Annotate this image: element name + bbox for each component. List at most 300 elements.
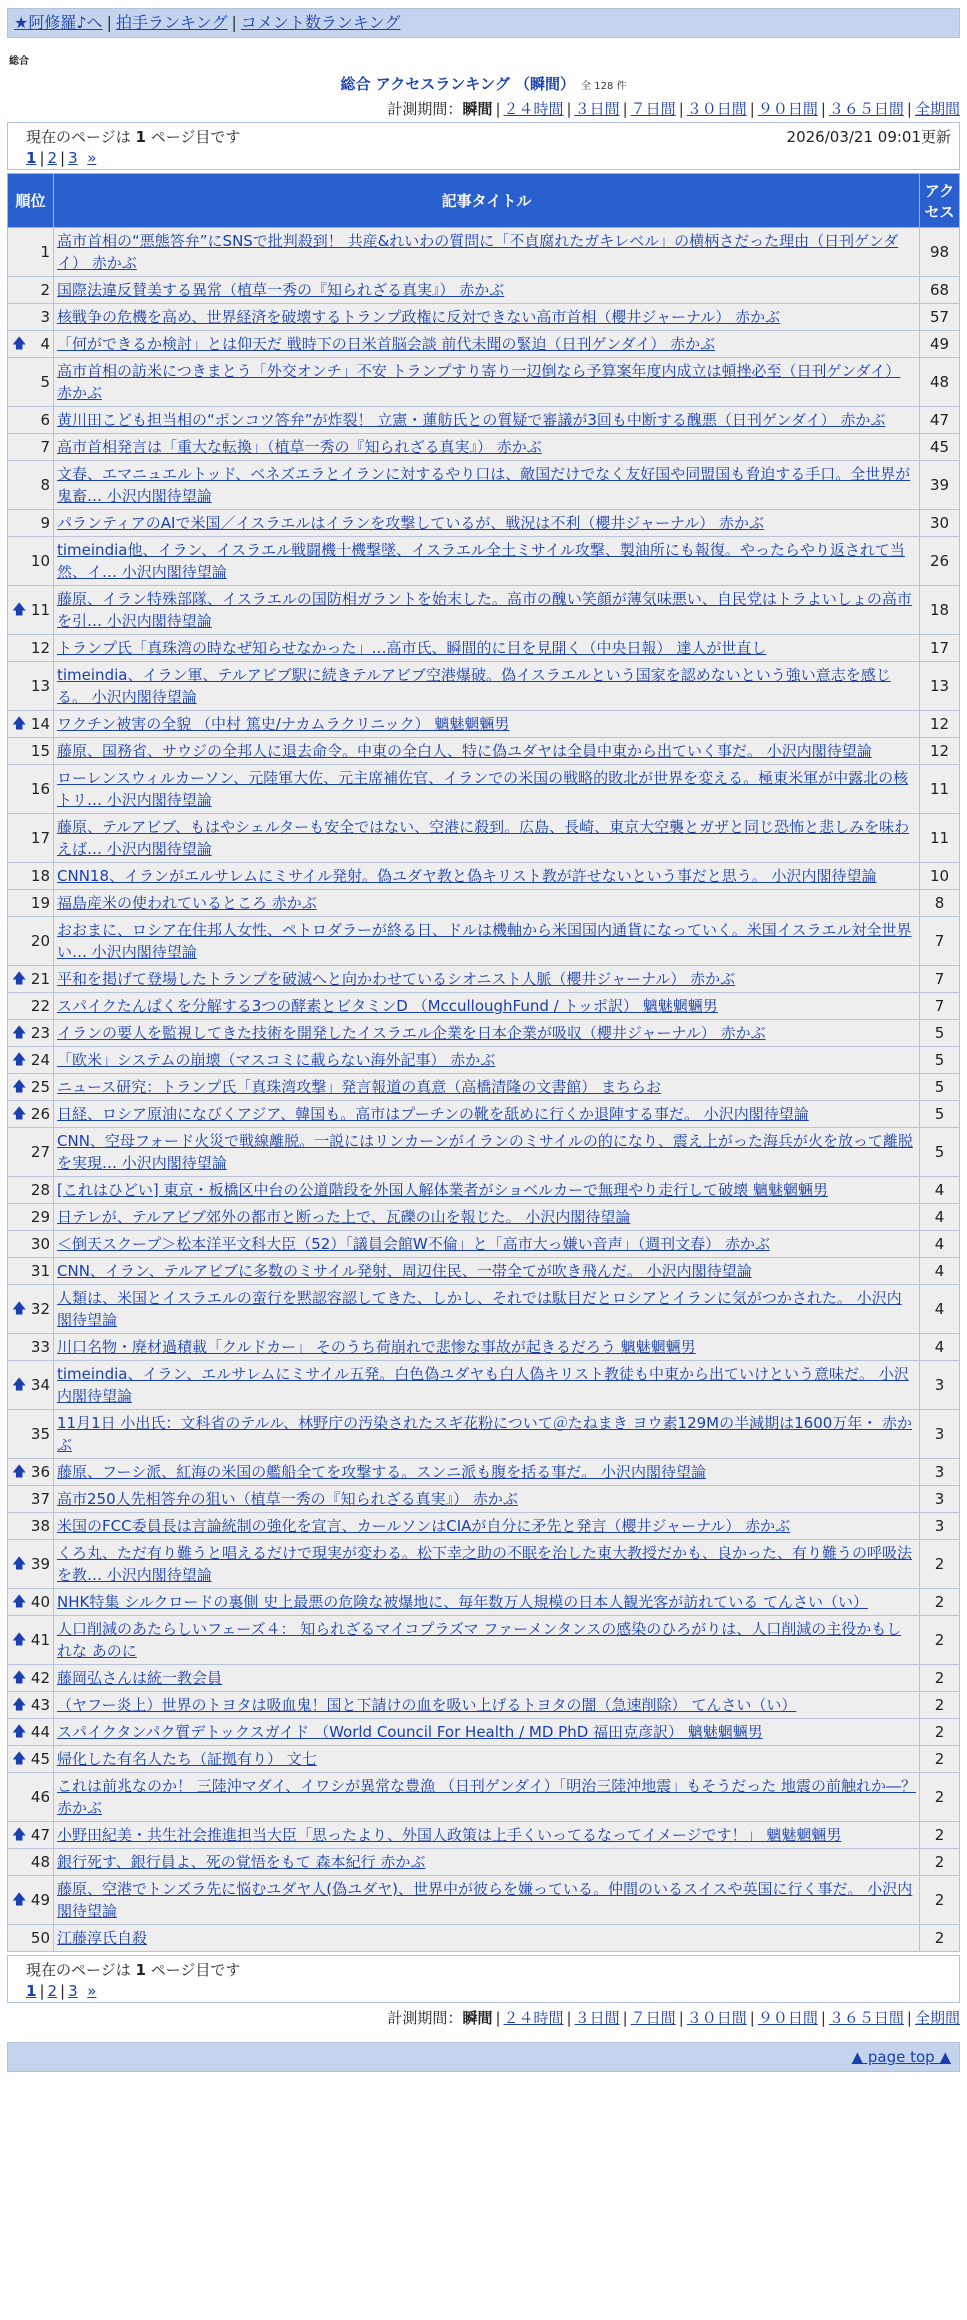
rank-cell xyxy=(8,1020,54,1047)
access-count-cell: 39 xyxy=(920,461,960,510)
title-cell xyxy=(54,966,920,993)
title-cell xyxy=(54,1589,920,1616)
article-title-link[interactable]: ＜倒天スクープ＞松本洋平文科大臣（52）「議員会館W不倫」と「高市大っ嫌い音声」（週刊文春） 赤かぶ xyxy=(57,1235,770,1253)
article-title-link[interactable]: おおまに、ロシア在住邦人女性、ペトロダラーが終る日、ドルは機軸から米国国内通貨になっていく。米国イスラエル対全世界い… 小沢内閣待望論 xyxy=(57,921,912,961)
article-title-link[interactable]: 銀行死す、銀行員よ、死の覚悟をもて 森本紀行 赤かぶ xyxy=(57,1853,426,1871)
access-count-cell: 4 xyxy=(920,1285,960,1334)
rank-cell xyxy=(8,1410,54,1459)
rank-number: 7 xyxy=(40,438,50,456)
article-title-link[interactable]: 藤岡弘さんは統一教会員 xyxy=(57,1669,223,1687)
rank-cell xyxy=(8,1101,54,1128)
rank-number: 29 xyxy=(30,1208,50,1226)
access-count-cell: 4 xyxy=(920,1177,960,1204)
pager-page-1[interactable]: 1 xyxy=(26,149,37,167)
title-cell xyxy=(54,331,920,358)
article-title-link[interactable]: 川口名物・廃材過積載「クルドカー」 そのうち荷崩れで悲惨な事故が起きるだろう 魑魅魍魎男 xyxy=(57,1338,696,1356)
rank-number: 41 xyxy=(30,1631,50,1649)
period-option-3-bottom[interactable]: ７日間 xyxy=(630,2009,676,2027)
article-title-link[interactable]: ワクチン被害の全貌 （中村 篤史/ナカムラクリニック） 魑魅魍魎男 xyxy=(57,715,510,733)
rank-cell xyxy=(8,814,54,863)
title-cell xyxy=(54,1204,920,1231)
access-count-cell: 8 xyxy=(920,890,960,917)
access-count-cell: 47 xyxy=(920,407,960,434)
table-row xyxy=(8,1410,960,1459)
access-count-cell: 2 xyxy=(920,1540,960,1589)
access-count-cell: 2 xyxy=(920,1849,960,1876)
rank-cell xyxy=(8,1231,54,1258)
article-title-link[interactable]: これは前兆なのか！ 三陸沖マダイ、イワシが異常な豊漁 （日刊ゲンダイ）「明治三陸沖地震」もそうだった 地震の前触れか―？ 赤かぶ xyxy=(57,1777,916,1817)
period-separator: | xyxy=(622,2009,628,2027)
rank-number: 32 xyxy=(30,1300,50,1318)
rank-cell xyxy=(8,510,54,537)
rank-number: 35 xyxy=(30,1425,50,1443)
article-title-link[interactable]: CNN、イラン、テルアビブに多数のミサイル発射、周辺住民、一帯全てが吹き飛んだ。 小沢内閣待望論 xyxy=(57,1262,752,1280)
table-row xyxy=(8,461,960,510)
rank-number: 18 xyxy=(30,867,50,885)
rank-up-arrow-icon: 🡅 xyxy=(12,1670,27,1686)
title-cell xyxy=(54,1925,920,1952)
article-title-link[interactable]: 藤原、国務省、サウジの全邦人に退去命令。中東の全白人、特に偽ユダヤは全員中東から出ていく事だ。 小沢内閣待望論 xyxy=(57,742,872,760)
rank-up-arrow-icon: 🡅 xyxy=(12,971,27,987)
rank-cell xyxy=(8,1665,54,1692)
article-title-link[interactable]: 高市250人先相答弁の狙い（植草一秀の『知られざる真実』） 赤かぶ xyxy=(57,1490,518,1508)
rank-up-arrow-icon: 🡅 xyxy=(12,1632,27,1648)
article-title-link[interactable]: 黄川田こども担当相の“ポンコツ答弁”が炸裂！ 立憲・蓮舫氏との質疑で審議が3回も中断する醜悪（日刊ゲンダイ） 赤かぶ xyxy=(57,411,886,429)
rank-number: 31 xyxy=(30,1262,50,1280)
rank-cell xyxy=(8,461,54,510)
rank-number: 16 xyxy=(30,780,50,798)
period-option-2[interactable]: ３日間 xyxy=(574,100,620,118)
period-separator: | xyxy=(566,100,572,118)
rank-cell xyxy=(8,228,54,277)
title-cell xyxy=(54,1692,920,1719)
table-row xyxy=(8,1204,960,1231)
title-cell xyxy=(54,1361,920,1410)
rank-number: 11 xyxy=(30,601,50,619)
access-count-cell: 2 xyxy=(920,1719,960,1746)
rank-number: 5 xyxy=(40,373,50,391)
table-row xyxy=(8,1513,960,1540)
rank-cell xyxy=(8,1334,54,1361)
access-count-cell: 30 xyxy=(920,510,960,537)
rank-cell xyxy=(8,863,54,890)
table-row xyxy=(8,1746,960,1773)
table-row xyxy=(8,1101,960,1128)
page-title xyxy=(7,73,960,94)
table-header-row xyxy=(8,174,960,228)
article-title-link[interactable]: 国際法違反賛美する異常（植草一秀の『知られざる真実』） 赤かぶ xyxy=(57,281,505,299)
table-row xyxy=(8,1074,960,1101)
period-separator: | xyxy=(622,100,628,118)
page-title-text: 総合 アクセスランキング （瞬間） xyxy=(340,75,576,93)
rank-number: 27 xyxy=(30,1143,50,1161)
article-title-link[interactable]: パランティアのAIで米国／イスラエルはイランを攻撃しているが、戦況は不利（櫻井ジャーナル） 赤かぶ xyxy=(57,514,765,532)
period-option-2-bottom[interactable]: ３日間 xyxy=(574,2009,620,2027)
pager-next[interactable]: » xyxy=(87,149,97,167)
rank-up-arrow-icon: 🡅 xyxy=(12,1556,27,1572)
rank-cell xyxy=(8,1876,54,1925)
rank-number: 20 xyxy=(30,932,50,950)
table-row xyxy=(8,765,960,814)
period-option-6-bottom[interactable]: ３６５日間 xyxy=(828,2009,904,2027)
period-selector-top xyxy=(7,98,960,119)
table-row xyxy=(8,1459,960,1486)
rank-cell xyxy=(8,1822,54,1849)
pager-top: 1 | 2 | 3 » xyxy=(26,149,97,167)
access-count-cell: 2 xyxy=(920,1616,960,1665)
pager-page-2[interactable]: 2 xyxy=(47,149,58,167)
article-title-link[interactable]: くろ丸、ただ有り難うと唱えるだけで現実が変わる。松下幸之助の不眠を治した東大教授だかも、良かった、有り難うの呼吸法を教… 小沢内閣待望論 xyxy=(57,1544,913,1584)
article-title-link[interactable]: 藤原、空港でトンズラ先に悩むユダヤ人(偽ユダヤ)、世界中が彼らを嫌っている。仲間のいるスイスや英国に行く事だ。 小沢内閣待望論 xyxy=(57,1880,913,1920)
nav-applause-ranking-link[interactable]: 拍手ランキング xyxy=(115,13,228,32)
access-count-cell: 4 xyxy=(920,1334,960,1361)
header-title: 記事タイトル xyxy=(54,174,920,228)
rank-number: 6 xyxy=(40,411,50,429)
pager-bottom: 1 | 2 | 3 » xyxy=(26,1982,97,2000)
article-title-link[interactable]: 高市首相の訪米につきまとう「外交オンチ」不安 トランプすり寄り一辺倒なら予算案年度内成立は頓挫必至（日刊ゲンダイ） 赤かぶ xyxy=(57,362,901,402)
article-title-link[interactable]: トランプ氏「真珠湾の時なぜ知らせなかった」…高市氏、瞬間的に目を見開く（中央日報） 達人が世直し xyxy=(57,639,767,657)
article-title-link[interactable]: NHK特集 シルクロードの裏側 史上最悪の危険な被爆地に、毎年数万人規模の日本人観光客が訪れている てんさい（い） xyxy=(57,1593,868,1611)
access-count-cell: 13 xyxy=(920,662,960,711)
rank-up-arrow-icon: 🡅 xyxy=(12,1464,27,1480)
access-count-cell: 26 xyxy=(920,537,960,586)
bottom-bar xyxy=(7,2042,960,2072)
access-count-cell: 17 xyxy=(920,635,960,662)
table-row xyxy=(8,1177,960,1204)
rank-cell xyxy=(8,993,54,1020)
table-row xyxy=(8,331,960,358)
article-title-link[interactable]: ローレンスウィルカーソン、元陸軍大佐、元主席補佐官、イランでの米国の戦略的敗北が世界を変える。極東米軍が中露北の核トリ… 小沢内閣待望論 xyxy=(57,769,909,809)
pager-page-2-bottom[interactable]: 2 xyxy=(47,1982,58,2000)
article-title-link[interactable]: timeindia、イラン、エルサレムにミサイル五発。白色偽ユダヤも白人偽キリスト教徒も中東から出ていけという意味だ。 小沢内閣待望論 xyxy=(57,1365,909,1405)
rank-cell xyxy=(8,1361,54,1410)
rank-cell xyxy=(8,1513,54,1540)
title-cell xyxy=(54,765,920,814)
article-title-link[interactable]: 日経、ロシア原油になびくアジア、韓国も。高市はプーチンの靴を舐めに行くか退陣する事だ。 小沢内閣待望論 xyxy=(57,1105,809,1123)
article-title-link[interactable]: CNN、空母フォード火災で戦線離脱。一説にはリンカーンがイランのミサイルの的になり、震え上がった海兵が火を放って離脱を実現… 小沢内閣待望論 xyxy=(57,1132,913,1172)
title-cell xyxy=(54,1101,920,1128)
rank-cell xyxy=(8,537,54,586)
access-count-cell: 4 xyxy=(920,1231,960,1258)
rank-cell xyxy=(8,407,54,434)
title-cell xyxy=(54,586,920,635)
title-cell xyxy=(54,711,920,738)
rank-up-arrow-icon: 🡅 xyxy=(12,1724,27,1740)
table-row xyxy=(8,738,960,765)
title-cell xyxy=(54,1773,920,1822)
title-cell xyxy=(54,1513,920,1540)
table-row xyxy=(8,1665,960,1692)
rank-cell xyxy=(8,1258,54,1285)
article-title-link[interactable]: 藤原、フーシ派、紅海の米国の艦船全てを攻撃する。スンニ派も腹を括る事だ。 小沢内閣待望論 xyxy=(57,1463,707,1481)
rank-number: 45 xyxy=(30,1750,50,1768)
access-count-cell: 3 xyxy=(920,1410,960,1459)
rank-number: 48 xyxy=(30,1853,50,1871)
header-rank: 順位 xyxy=(8,174,54,228)
rank-up-arrow-icon: 🡅 xyxy=(12,1751,27,1767)
rank-up-arrow-icon: 🡅 xyxy=(12,1892,27,1908)
nav-home-link[interactable]: ★阿修羅♪へ xyxy=(14,13,103,32)
rank-number: 46 xyxy=(30,1788,50,1806)
article-title-link[interactable]: CNN18、イランがエルサレムにミサイル発射。偽ユダヤ教と偽キリスト教が許せないという事だと思う。 小沢内閣待望論 xyxy=(57,867,877,885)
page-info-top xyxy=(7,122,960,170)
rank-cell xyxy=(8,1204,54,1231)
title-cell xyxy=(54,537,920,586)
article-title-link[interactable]: 江藤淳氏自殺 xyxy=(57,1929,148,1947)
rank-cell xyxy=(8,331,54,358)
title-cell xyxy=(54,738,920,765)
period-separator: | xyxy=(820,100,826,118)
access-count-cell: 68 xyxy=(920,277,960,304)
access-count-cell: 2 xyxy=(920,1692,960,1719)
rank-cell xyxy=(8,711,54,738)
article-title-link[interactable]: 小野田紀美・共生社会推進担当大臣「思ったより、外国人政策は上手くいってるなってイメージです！」 魑魅魍魎男 xyxy=(57,1826,842,1844)
period-label: 計測期間： xyxy=(387,100,463,118)
rank-number: 28 xyxy=(30,1181,50,1199)
table-row xyxy=(8,1334,960,1361)
access-count-cell: 3 xyxy=(920,1486,960,1513)
article-title-link[interactable]: timeindia他、イラン、イスラエル戦闘機十機撃墜、イスラエル全土ミサイル攻撃、製油所にも報復。やったらやり返されて当然、イ… 小沢内閣待望論 xyxy=(57,541,905,581)
rank-number: 15 xyxy=(30,742,50,760)
title-cell xyxy=(54,1258,920,1285)
rank-cell xyxy=(8,1589,54,1616)
access-count-cell: 2 xyxy=(920,1665,960,1692)
table-row xyxy=(8,1822,960,1849)
nav-comment-ranking-link[interactable]: コメント数ランキング xyxy=(240,13,401,32)
page-top-link[interactable]: ▲ page top ▲ xyxy=(851,2048,951,2066)
title-cell xyxy=(54,1746,920,1773)
table-row xyxy=(8,917,960,966)
rank-cell xyxy=(8,1616,54,1665)
rank-cell xyxy=(8,1486,54,1513)
rank-number: 37 xyxy=(30,1490,50,1508)
period-separator: | xyxy=(749,100,755,118)
access-count-cell: 48 xyxy=(920,358,960,407)
access-count-cell: 2 xyxy=(920,1589,960,1616)
access-count-cell: 2 xyxy=(920,1822,960,1849)
rank-cell xyxy=(8,765,54,814)
table-row xyxy=(8,993,960,1020)
access-count-cell: 12 xyxy=(920,711,960,738)
article-title-link[interactable]: 高市首相発言は「重大な転換」（植草一秀の『知られざる真実』） 赤かぶ xyxy=(57,438,542,456)
rank-number: 49 xyxy=(30,1891,50,1909)
title-cell xyxy=(54,434,920,461)
rank-number: 25 xyxy=(30,1078,50,1096)
access-count-cell: 7 xyxy=(920,966,960,993)
access-count-cell: 2 xyxy=(920,1925,960,1952)
period-option-0: 瞬間 xyxy=(462,100,493,118)
article-title-link[interactable]: ニュース研究：トランプ氏「真珠湾攻撃」発言報道の真意（高橋清隆の文書館） まちらお xyxy=(57,1078,662,1096)
title-cell xyxy=(54,863,920,890)
access-count-cell: 4 xyxy=(920,1258,960,1285)
ranking-table-body xyxy=(8,228,960,1952)
period-option-7-bottom[interactable]: 全期間 xyxy=(914,2009,960,2027)
period-option-3[interactable]: ７日間 xyxy=(630,100,676,118)
rank-cell xyxy=(8,890,54,917)
table-row xyxy=(8,1486,960,1513)
title-cell xyxy=(54,1719,920,1746)
table-row xyxy=(8,711,960,738)
title-cell xyxy=(54,461,920,510)
table-row xyxy=(8,863,960,890)
rank-up-arrow-icon: 🡅 xyxy=(12,1079,27,1095)
table-row xyxy=(8,966,960,993)
period-option-1[interactable]: ２４時間 xyxy=(503,100,564,118)
access-count-cell: 45 xyxy=(920,434,960,461)
title-cell xyxy=(54,1665,920,1692)
article-title-link[interactable]: 平和を掲げて登場したトランプを破滅へと向かわせているシオニスト人脈（櫻井ジャーナル） 赤かぶ xyxy=(57,970,736,988)
rank-up-arrow-icon: 🡅 xyxy=(12,1827,27,1843)
access-count-cell: 2 xyxy=(920,1746,960,1773)
title-cell xyxy=(54,890,920,917)
period-separator: | xyxy=(906,100,912,118)
period-option-5[interactable]: ９０日間 xyxy=(757,100,818,118)
rank-cell xyxy=(8,1773,54,1822)
rank-cell xyxy=(8,738,54,765)
rank-cell xyxy=(8,1849,54,1876)
article-title-link[interactable]: 藤原、イラン特殊部隊、イスラエルの国防相ガラントを始末した。高市の醜い笑顔が薄気味悪い、自民党はトラよいしょの高市を引… 小沢内閣待望論 xyxy=(57,590,912,630)
article-title-link[interactable]: 文春、エマニュエルトッド、ベネズエラとイランに対するやり口は、敵国だけでなく友好国や同盟国も脅迫する手口。全世界が鬼畜… 小沢内閣待望論 xyxy=(57,465,911,505)
title-cell xyxy=(54,1047,920,1074)
current-page-text: 現在のページは 1 ページ目です xyxy=(26,128,241,146)
article-title-link[interactable]: 帰化した有名人たち（証拠有り） 文七 xyxy=(57,1750,317,1768)
access-count-cell: 5 xyxy=(920,1101,960,1128)
current-page-text-bottom: 現在のページは 1 ページ目です xyxy=(26,1961,241,1979)
article-title-link[interactable]: 日テレが、テルアビブ郊外の都市と断った上で、瓦礫の山を報じた。 小沢内閣待望論 xyxy=(57,1208,631,1226)
rank-cell xyxy=(8,304,54,331)
page-info-bottom xyxy=(7,1955,960,2003)
rank-number: 3 xyxy=(40,308,50,326)
rank-cell xyxy=(8,635,54,662)
table-row xyxy=(8,1692,960,1719)
rank-up-arrow-icon: 🡅 xyxy=(12,1106,27,1122)
rank-number: 36 xyxy=(30,1463,50,1481)
rank-up-arrow-icon: 🡅 xyxy=(12,1697,27,1713)
rank-number: 23 xyxy=(30,1024,50,1042)
article-title-link[interactable]: [これはひどい] 東京・板橋区中台の公道階段を外国人解体業者がショベルカーで無理やり走行して破壊 魑魅魍魎男 xyxy=(57,1181,828,1199)
article-title-link[interactable]: 「何ができるか検討」とは仰天だ 戦時下の日米首脳会談 前代未聞の緊迫（日刊ゲンダイ） 赤かぶ xyxy=(57,335,716,353)
article-title-link[interactable]: スパイクタンパク質デトックスガイド （World Council For Health / MD PhD 福田克彦訳） 魑魅魍魎男 xyxy=(57,1723,763,1741)
access-count-cell: 11 xyxy=(920,814,960,863)
rank-cell xyxy=(8,586,54,635)
period-option-6[interactable]: ３６５日間 xyxy=(828,100,904,118)
title-cell xyxy=(54,1074,920,1101)
access-count-cell: 98 xyxy=(920,228,960,277)
table-row xyxy=(8,890,960,917)
title-cell xyxy=(54,358,920,407)
table-row xyxy=(8,1876,960,1925)
title-cell xyxy=(54,1334,920,1361)
period-separator: | xyxy=(906,2009,912,2027)
title-cell xyxy=(54,1540,920,1589)
access-count-cell: 11 xyxy=(920,765,960,814)
article-title-link[interactable]: 人類は、米国とイスラエルの蛮行を黙認容認してきた、しかし、それでは駄目だとロシアとイランに気がつかされた。 小沢内閣待望論 xyxy=(57,1289,902,1329)
table-row xyxy=(8,662,960,711)
period-option-5-bottom[interactable]: ９０日間 xyxy=(757,2009,818,2027)
title-cell xyxy=(54,1128,920,1177)
table-row xyxy=(8,1128,960,1177)
article-title-link[interactable]: （ヤフー炎上）世界のトヨタは吸血鬼！国と下請けの血を吸い上げるトヨタの闇（急速削除） てんさい（い） xyxy=(57,1696,797,1714)
article-title-link[interactable]: イランの要人を監視してきた技術を開発したイスラエル企業を日本企業が吸収（櫻井ジャーナル） 赤かぶ xyxy=(57,1024,766,1042)
title-cell xyxy=(54,993,920,1020)
period-separator: | xyxy=(749,2009,755,2027)
pager-page-3-bottom[interactable]: 3 xyxy=(68,1982,78,2000)
title-cell xyxy=(54,635,920,662)
access-count-cell: 10 xyxy=(920,863,960,890)
rank-cell xyxy=(8,1719,54,1746)
title-cell xyxy=(54,228,920,277)
article-title-link[interactable]: 核戦争の危機を高め、世界経済を破壊するトランプ政権に反対できない高市首相（櫻井ジャーナル） 赤かぶ xyxy=(57,308,781,326)
pager-next-bottom[interactable]: » xyxy=(87,1982,97,2000)
rank-number: 22 xyxy=(30,997,50,1015)
table-row xyxy=(8,1285,960,1334)
access-count-cell: 5 xyxy=(920,1020,960,1047)
access-count-cell: 3 xyxy=(920,1459,960,1486)
access-count-cell: 7 xyxy=(920,917,960,966)
article-title-link[interactable]: 福島産米の使われているところ 赤かぶ xyxy=(57,894,317,912)
rank-number: 30 xyxy=(30,1235,50,1253)
article-title-link[interactable]: 高市首相の“悪態答弁”にSNSで批判殺到！ 共産&れいわの質問に「不貞腐れたガキレベル」の横柄さだった理由（日刊ゲンダイ） 赤かぶ xyxy=(57,232,899,272)
period-separator: | xyxy=(495,100,501,118)
rank-cell xyxy=(8,1047,54,1074)
rank-cell xyxy=(8,1074,54,1101)
article-title-link[interactable]: スパイクたんぱくを分解する3つの酵素とビタミンD （McculloughFund / トッポ訳） 魑魅魍魎男 xyxy=(57,997,718,1015)
rank-number: 17 xyxy=(30,829,50,847)
rank-number: 40 xyxy=(30,1593,50,1611)
period-option-4-bottom[interactable]: ３０日間 xyxy=(686,2009,747,2027)
pager-page-1-bottom[interactable]: 1 xyxy=(26,1982,37,2000)
rank-number: 26 xyxy=(30,1105,50,1123)
article-title-link[interactable]: 「欧米」システムの崩壊（マスコミに載らない海外記事） 赤かぶ xyxy=(57,1051,496,1069)
access-count-cell: 49 xyxy=(920,331,960,358)
table-row xyxy=(8,586,960,635)
rank-number: 21 xyxy=(30,970,50,988)
title-cell xyxy=(54,1020,920,1047)
rank-cell xyxy=(8,277,54,304)
rank-number: 4 xyxy=(40,335,50,353)
title-cell xyxy=(54,1410,920,1459)
title-cell xyxy=(54,1285,920,1334)
access-count-cell: 2 xyxy=(920,1876,960,1925)
access-count-cell: 5 xyxy=(920,1047,960,1074)
article-title-link[interactable]: 人口削減のあたらしいフェーズ４： 知られざるマイコプラズマ ファーメンタンスの感染のひろがりは、人口削減の主役かもしれな あのに xyxy=(57,1620,902,1660)
article-title-link[interactable]: timeindia、イラン軍、テルアビブ駅に続きテルアビブ空港爆破。偽イスラエルという国家を認めないという強い意志を感じる。 小沢内閣待望論 xyxy=(57,666,891,706)
title-cell xyxy=(54,1616,920,1665)
period-option-4[interactable]: ３０日間 xyxy=(686,100,747,118)
table-row xyxy=(8,277,960,304)
rank-number: 34 xyxy=(30,1376,50,1394)
pager-page-3[interactable]: 3 xyxy=(68,149,78,167)
article-title-link[interactable]: 藤原、テルアビブ、もはやシェルターも安全ではない、空港に殺到。広島、長崎、東京大空襲とガザと同じ恐怖と悲しみを味わえば… 小沢内閣待望論 xyxy=(57,818,910,858)
rank-cell xyxy=(8,434,54,461)
rank-number: 10 xyxy=(30,552,50,570)
period-separator: | xyxy=(495,2009,501,2027)
rank-number: 43 xyxy=(30,1696,50,1714)
article-title-link[interactable]: 11月1日 小出氏：文科省のテルル、林野庁の汚染されたスギ花粉について＠たねまき ヨウ素129Mの半減期は1600万年・ 赤かぶ xyxy=(57,1414,913,1454)
title-cell xyxy=(54,407,920,434)
article-title-link[interactable]: 米国のFCC委員長は言論統制の強化を宣言、カールソンはCIAが自分に矛先と発言（櫻井ジャーナル） 赤かぶ xyxy=(57,1517,791,1535)
updated-timestamp: 2026/03/21 09:01更新 xyxy=(786,128,951,146)
table-row xyxy=(8,1616,960,1665)
period-option-7[interactable]: 全期間 xyxy=(914,100,960,118)
rank-up-arrow-icon: 🡅 xyxy=(12,716,27,732)
title-cell xyxy=(54,1876,920,1925)
period-option-1-bottom[interactable]: ２４時間 xyxy=(503,2009,564,2027)
rank-number: 13 xyxy=(30,677,50,695)
title-cell xyxy=(54,1849,920,1876)
rank-number: 2 xyxy=(40,281,50,299)
rank-cell xyxy=(8,1177,54,1204)
